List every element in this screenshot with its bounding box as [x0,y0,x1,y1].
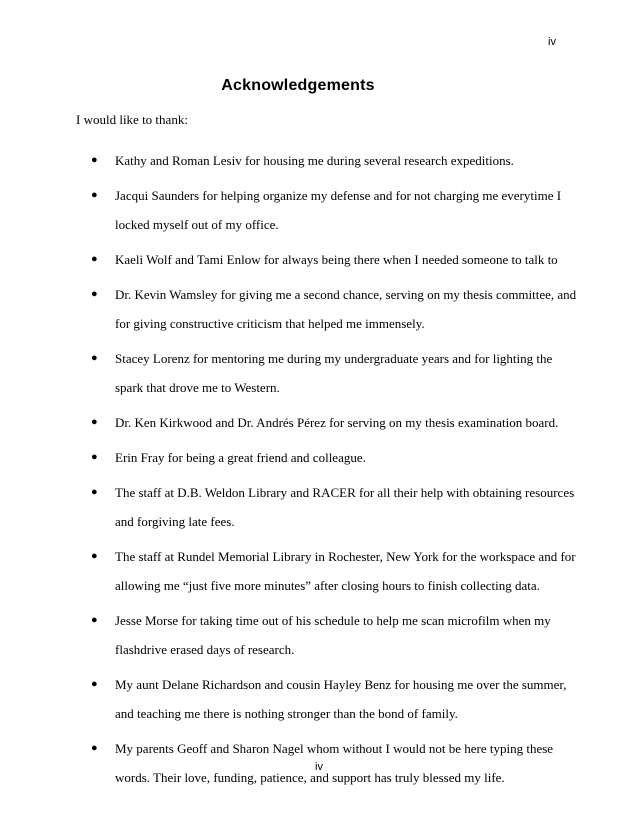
list-item [0,245,638,274]
list-item-text: The staff at Rundel Memorial Library in Rochester, New York for the workspace and for allowing me “just five more minutes” after closing hours to finish collecting data. [115,549,576,593]
list-item [0,146,638,175]
bullet-icon: ● [91,614,98,626]
bullet-icon: ● [91,416,98,428]
list-item [0,670,638,728]
bullet-icon: ● [91,189,98,201]
footer-page-number: iv [315,761,323,773]
list-item-text: Kaeli Wolf and Tami Enlow for always being there when I needed someone to talk to [115,252,558,267]
list-item [0,478,638,536]
bullet-icon: ● [91,352,98,364]
list-item [0,344,638,402]
list-item [0,280,638,338]
bullet-icon: ● [91,451,98,463]
list-item-text: Jacqui Saunders for helping organize my defense and for not charging me everytime I locked myself out of my office. [115,188,562,232]
acknowledgement-list [0,146,638,798]
bullet-icon: ● [91,486,98,498]
list-item-text: The staff at D.B. Weldon Library and RACER for all their help with obtaining resources and forgiving late fees. [115,485,575,529]
list-item-text: Kathy and Roman Lesiv for housing me during several research expeditions. [115,153,514,168]
list-item-text: My aunt Delane Richardson and cousin Hayley Benz for housing me over the summer, and teaching me there is nothing stronger than the bond of family. [115,677,567,721]
bullet-icon: ● [91,288,98,300]
bullet-icon: ● [91,742,98,754]
list-item [0,181,638,239]
list-item-text: Jesse Morse for taking time out of his schedule to help me scan microfilm when my flashdrive erased days of research. [115,613,551,657]
bullet-icon: ● [91,678,98,690]
bullet-icon: ● [91,550,98,562]
list-item [0,443,638,472]
list-item [0,542,638,600]
bullet-icon: ● [91,154,98,166]
list-item-text: Dr. Kevin Wamsley for giving me a second chance, serving on my thesis committee, and for giving constructive criticism that helped me immensely. [115,287,577,331]
intro-text: I would like to thank: [76,112,188,127]
page-title: Acknowledgements [221,77,375,94]
list-item-text: Stacey Lorenz for mentoring me during my undergraduate years and for lighting the spark that drove me to Western. [115,351,553,395]
list-item-text: Dr. Ken Kirkwood and Dr. Andrés Pérez for serving on my thesis examination board. [115,415,559,430]
bullet-icon: ● [91,253,98,265]
list-item [0,606,638,664]
list-item-text: Erin Fray for being a great friend and colleague. [115,450,366,465]
list-item [0,408,638,437]
header-page-number: iv [548,36,556,48]
list-item-text: My parents Geoff and Sharon Nagel whom without I would not be here typing these words. Their love, funding, patience, and support has truly blessed my life. [115,741,554,785]
